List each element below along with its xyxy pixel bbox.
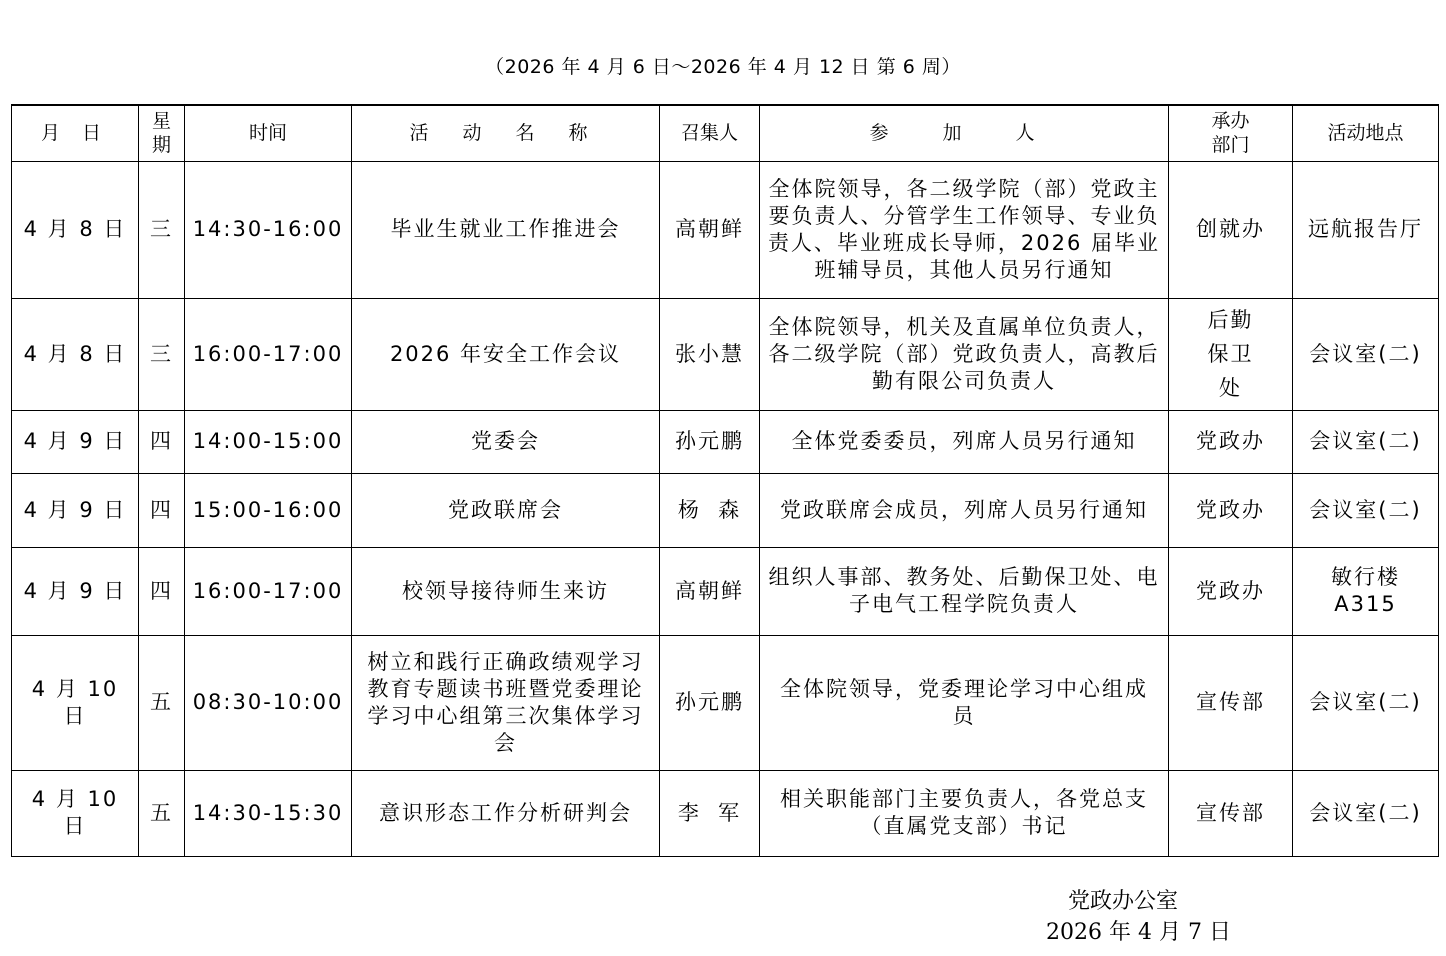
table-row: [12, 770, 1439, 856]
row-convener: 孙元鹏: [660, 635, 760, 770]
row-weekday: 四: [139, 410, 185, 473]
header-convener: 召集人: [660, 105, 760, 161]
row-convener: 孙元鹏: [660, 410, 760, 473]
row-activity: 树立和践行正确政绩观学习教育专题读书班暨党委理论学习中心组第三次集体学习会: [352, 635, 660, 770]
row-date: 4 月 8 日: [12, 298, 139, 410]
table-row: [12, 410, 1439, 473]
header-date: 月 日: [12, 105, 139, 161]
row-department: 党政办: [1169, 473, 1293, 547]
row-weekday: 五: [139, 770, 185, 856]
row-weekday: 四: [139, 547, 185, 635]
row-department: 创就办: [1169, 161, 1293, 298]
row-activity: 意识形态工作分析研判会: [352, 770, 660, 856]
activity-schedule-table: [11, 104, 1439, 857]
row-convener: 张小慧: [660, 298, 760, 410]
header-time: 时间: [185, 105, 352, 161]
row-location: 会议室(二): [1293, 473, 1439, 547]
row-date: 4 月 10 日: [12, 635, 139, 770]
header-location: 活动地点: [1293, 105, 1439, 161]
row-activity: 毕业生就业工作推进会: [352, 161, 660, 298]
row-attendees: 全体院领导，党委理论学习中心组成员: [760, 635, 1169, 770]
row-weekday: 三: [139, 298, 185, 410]
table-row: [12, 473, 1439, 547]
row-attendees: 全体院领导，机关及直属单位负责人，各二级学院（部）党政负责人，高教后勤有限公司负责人: [760, 298, 1169, 410]
row-department: 党政办: [1169, 547, 1293, 635]
row-date: 4 月 9 日: [12, 410, 139, 473]
row-time: 08:30-10:00: [185, 635, 352, 770]
row-attendees: 全体党委委员，列席人员另行通知: [760, 410, 1169, 473]
table-row: [12, 298, 1439, 410]
row-activity: 党政联席会: [352, 473, 660, 547]
table-row: [12, 161, 1439, 298]
row-convener: 高朝鲜: [660, 161, 760, 298]
row-attendees: 组织人事部、教务处、后勤保卫处、电子电气工程学院负责人: [760, 547, 1169, 635]
row-location: 敏行楼A315: [1293, 547, 1439, 635]
header-attendees: 参 加 人: [760, 105, 1169, 161]
row-time: 14:30-16:00: [185, 161, 352, 298]
row-weekday: 五: [139, 635, 185, 770]
schedule-subtitle: （2026 年 4 月 6 日～2026 年 4 月 12 日 第 6 周）: [485, 56, 961, 78]
row-department: 党政办: [1169, 410, 1293, 473]
row-date: 4 月 9 日: [12, 547, 139, 635]
row-department: 宣传部: [1169, 770, 1293, 856]
row-activity: 2026 年安全工作会议: [352, 298, 660, 410]
row-time: 16:00-17:00: [185, 298, 352, 410]
row-attendees: 党政联席会成员，列席人员另行通知: [760, 473, 1169, 547]
row-attendees: 全体院领导，各二级学院（部）党政主要负责人、分管学生工作领导、专业负责人、毕业班成长导师，2026 届毕业班辅导员，其他人员另行通知: [760, 161, 1169, 298]
row-activity: 党委会: [352, 410, 660, 473]
row-date: 4 月 9 日: [12, 473, 139, 547]
header-department: 承办部门: [1169, 105, 1293, 161]
row-convener: 高朝鲜: [660, 547, 760, 635]
table-header-row: [12, 105, 1439, 161]
row-date: 4 月 8 日: [12, 161, 139, 298]
row-department: 宣传部: [1169, 635, 1293, 770]
header-weekday: 星期: [139, 105, 185, 161]
row-location: 会议室(二): [1293, 770, 1439, 856]
row-activity: 校领导接待师生来访: [352, 547, 660, 635]
table-row: [12, 635, 1439, 770]
table-row: [12, 547, 1439, 635]
row-location: 会议室(二): [1293, 298, 1439, 410]
row-location: 会议室(二): [1293, 410, 1439, 473]
header-activity: 活 动 名 称: [352, 105, 660, 161]
row-time: 15:00-16:00: [185, 473, 352, 547]
row-time: 16:00-17:00: [185, 547, 352, 635]
row-weekday: 三: [139, 161, 185, 298]
row-location: 远航报告厅: [1293, 161, 1439, 298]
row-location: 会议室(二): [1293, 635, 1439, 770]
row-attendees: 相关职能部门主要负责人，各党总支（直属党支部）书记: [760, 770, 1169, 856]
row-weekday: 四: [139, 473, 185, 547]
row-time: 14:00-15:00: [185, 410, 352, 473]
row-date: 4 月 10 日: [12, 770, 139, 856]
row-department: 后勤保卫处: [1169, 298, 1293, 410]
issuing-office: 党政办公室: [1068, 889, 1179, 914]
issue-date: 2026 年 4 月 7 日: [1046, 920, 1231, 945]
row-time: 14:30-15:30: [185, 770, 352, 856]
row-convener: 杨 森: [660, 473, 760, 547]
row-convener: 李 军: [660, 770, 760, 856]
